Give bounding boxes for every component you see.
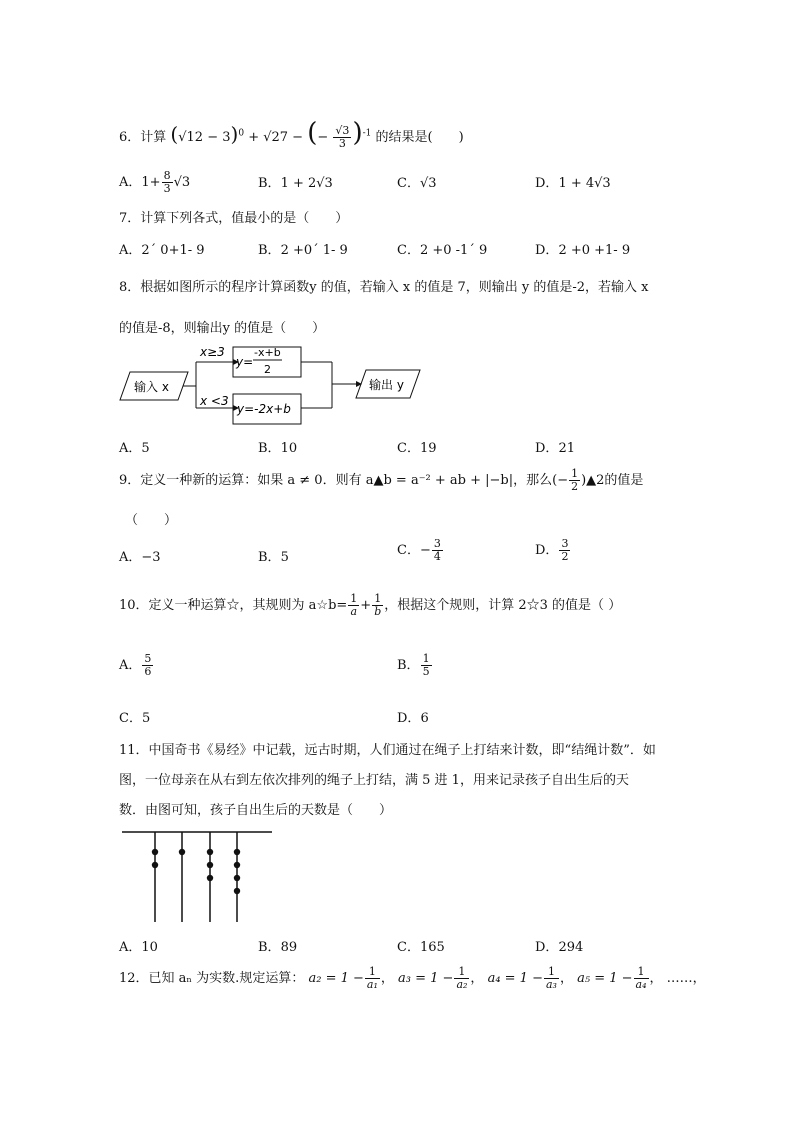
q7-option-a[interactable]: A．2´ 0+1- 9: [119, 243, 205, 258]
q11-knot: [179, 849, 185, 855]
q8-stem-line2: 的值是-8，则输出y 的值是（ ）: [119, 321, 326, 336]
q12-term-4: $\frac{1}{\text{a₄}}$: [635, 965, 647, 992]
q6-inner-fraction: $\frac{√3}{3}$: [335, 123, 350, 150]
q11-line2: 图，一位母亲在从右到左依次排列的绳子上打结，满 5 进 1，用来记录孩子自出生后的天: [119, 773, 629, 788]
q8-box-top-lhs: y=: [236, 355, 254, 369]
q8-stem-line1: 8．根据如图所示的程序计算函数y 的值，若输入 x 的值是 7，则输出 y 的值是-2，若输入 x: [119, 280, 649, 295]
q11-knot: [234, 849, 240, 855]
q8-box-bottom-text: y=-2x+b: [237, 402, 291, 416]
q9-stem-line2: （ ）: [125, 513, 178, 528]
q11-knot: [234, 862, 240, 868]
q12-term-3: $\frac{1}{\text{a₃}}$: [545, 965, 557, 992]
q9-option-d[interactable]: D． $\frac{3}{2}$: [535, 537, 569, 564]
q11-knot: [207, 849, 213, 855]
q9-option-b[interactable]: B．5: [258, 550, 289, 565]
q8-option-a[interactable]: A．5: [119, 441, 150, 456]
q12-term-2: $\frac{1}{\text{a₂}}$: [456, 965, 468, 992]
q11-option-b[interactable]: B．89: [258, 940, 298, 955]
q6-option-a[interactable]: A．1+ $\frac{8}{3}$ √3: [119, 169, 191, 196]
q8-box-top-den: 2: [264, 363, 271, 376]
q10-stem: 10．定义一种运算☆，其规则为 a☆b= $\frac{1}{a}$ + $\frac{1}{b}$ ，根据这个规则，计算 2☆3 的值是（ ）: [119, 592, 622, 619]
q6-stem: 6．计算 $(√12 - 3)^0 + √27$ − (− $\frac{√3}{3}$ )$^{-1}$ 的结果是( ): [119, 118, 464, 150]
q8-option-b[interactable]: B．10: [258, 441, 298, 456]
q10-option-d[interactable]: D．6: [397, 711, 429, 726]
q11-line3: 数．由图可知，孩子自出生后的天数是（ ）: [119, 803, 393, 818]
q8-box-top-num: -x+b: [254, 346, 281, 359]
q11-line1: 11．中国奇书《易经》中记载，远古时期，人们通过在绳子上打结来计数，即“结绳计数”．如: [119, 743, 656, 758]
q8-cond-bottom: x <3: [200, 394, 229, 408]
q11-knot: [207, 875, 213, 881]
q6-exp-a: 0: [238, 128, 245, 139]
q8-option-d[interactable]: D．21: [535, 441, 575, 456]
q11-knot: [234, 875, 240, 881]
q9-stem: [119, 468, 643, 493]
q6-option-d[interactable]: D．1 + 4√3: [535, 176, 611, 191]
q12-term-1: $\frac{1}{\text{a₁}}$: [366, 965, 378, 992]
q8-cond-top: x≥3: [200, 345, 225, 359]
q11-knot-rope-figure: [120, 826, 275, 926]
q10-stem-post: ，根据这个规则，计算 2☆3 的值是（ ）: [384, 598, 622, 614]
q11-option-d[interactable]: D．294: [535, 940, 584, 955]
q6-option-c[interactable]: C．√3: [397, 176, 437, 191]
q6-exp-b: -1: [362, 128, 372, 139]
q9-option-a[interactable]: A．−3: [119, 550, 161, 565]
q7-stem: 7．计算下列各式，值最小的是（ ）: [119, 211, 349, 226]
q10-fraction-b: $\frac{1}{b}$: [374, 592, 382, 619]
q6-option-b[interactable]: B．1 + 2√3: [258, 176, 333, 191]
q9-stem-post: )▲2的值是: [581, 473, 644, 489]
q6-expr-a: √12 − 3: [178, 130, 231, 145]
q6-prefix: 6．计算: [119, 130, 167, 145]
q11-knot: [234, 888, 240, 894]
q8-input-label: 输入 x: [134, 380, 169, 394]
q8-option-c[interactable]: C．19: [397, 441, 437, 456]
q10-option-c[interactable]: C．5: [119, 711, 151, 726]
q11-knot: [152, 862, 158, 868]
q12-stem: 12．已知 aₙ 为实数.规定运算： a₂ = 1 − $\frac{1}{\text{a₁}}$ ， a₃ = 1 − $\frac{1}{\text{a₂}}$ ， a₄ = 1 − $\frac{1}{\text{a₃}}$ ， a₅ = 1 − $\frac{1}{\text{a₄}}$ ， ……，: [119, 965, 706, 992]
q6-inner-sign: −: [317, 130, 329, 145]
q7-option-c[interactable]: C．2 +0 -1´ 9: [397, 243, 488, 258]
q10-option-b[interactable]: B． $\frac{1}{5}$: [397, 652, 430, 679]
q8-flowchart: [118, 342, 428, 428]
q8-output-label: 输出 y: [369, 378, 404, 392]
q11-option-c[interactable]: C．165: [397, 940, 445, 955]
q9-option-c[interactable]: C．− $\frac{3}{4}$: [397, 537, 441, 564]
q9-stem-pre: 9．定义一种新的运算：如果 a ≠ 0．则有 a▲b = a⁻² + ab + |−b|，那么(−: [119, 473, 569, 489]
q10-stem-pre: 10．定义一种运算☆，其规则为 a☆b=: [119, 598, 348, 614]
q7-option-b[interactable]: B．2 +0´ 1- 9: [258, 243, 348, 258]
q7-option-d[interactable]: D．2 +0 +1- 9: [535, 243, 631, 258]
q11-option-a[interactable]: A．10: [119, 940, 158, 955]
q12-stem-pre: 12．已知 aₙ 为实数.规定运算：: [119, 971, 305, 987]
q12-ellipsis: ……，: [666, 971, 706, 987]
q10-option-a[interactable]: A． $\frac{5}{6}$: [119, 652, 152, 679]
q9-half-fraction: $\frac{1}{2}$: [571, 467, 579, 494]
q6-plus-sqrt: + √27 −: [248, 130, 304, 145]
q6-suffix: 的结果是( ): [375, 130, 464, 145]
q11-knot: [152, 849, 158, 855]
q11-knot: [207, 862, 213, 868]
q10-fraction-a: $\frac{1}{a}$: [350, 592, 358, 619]
